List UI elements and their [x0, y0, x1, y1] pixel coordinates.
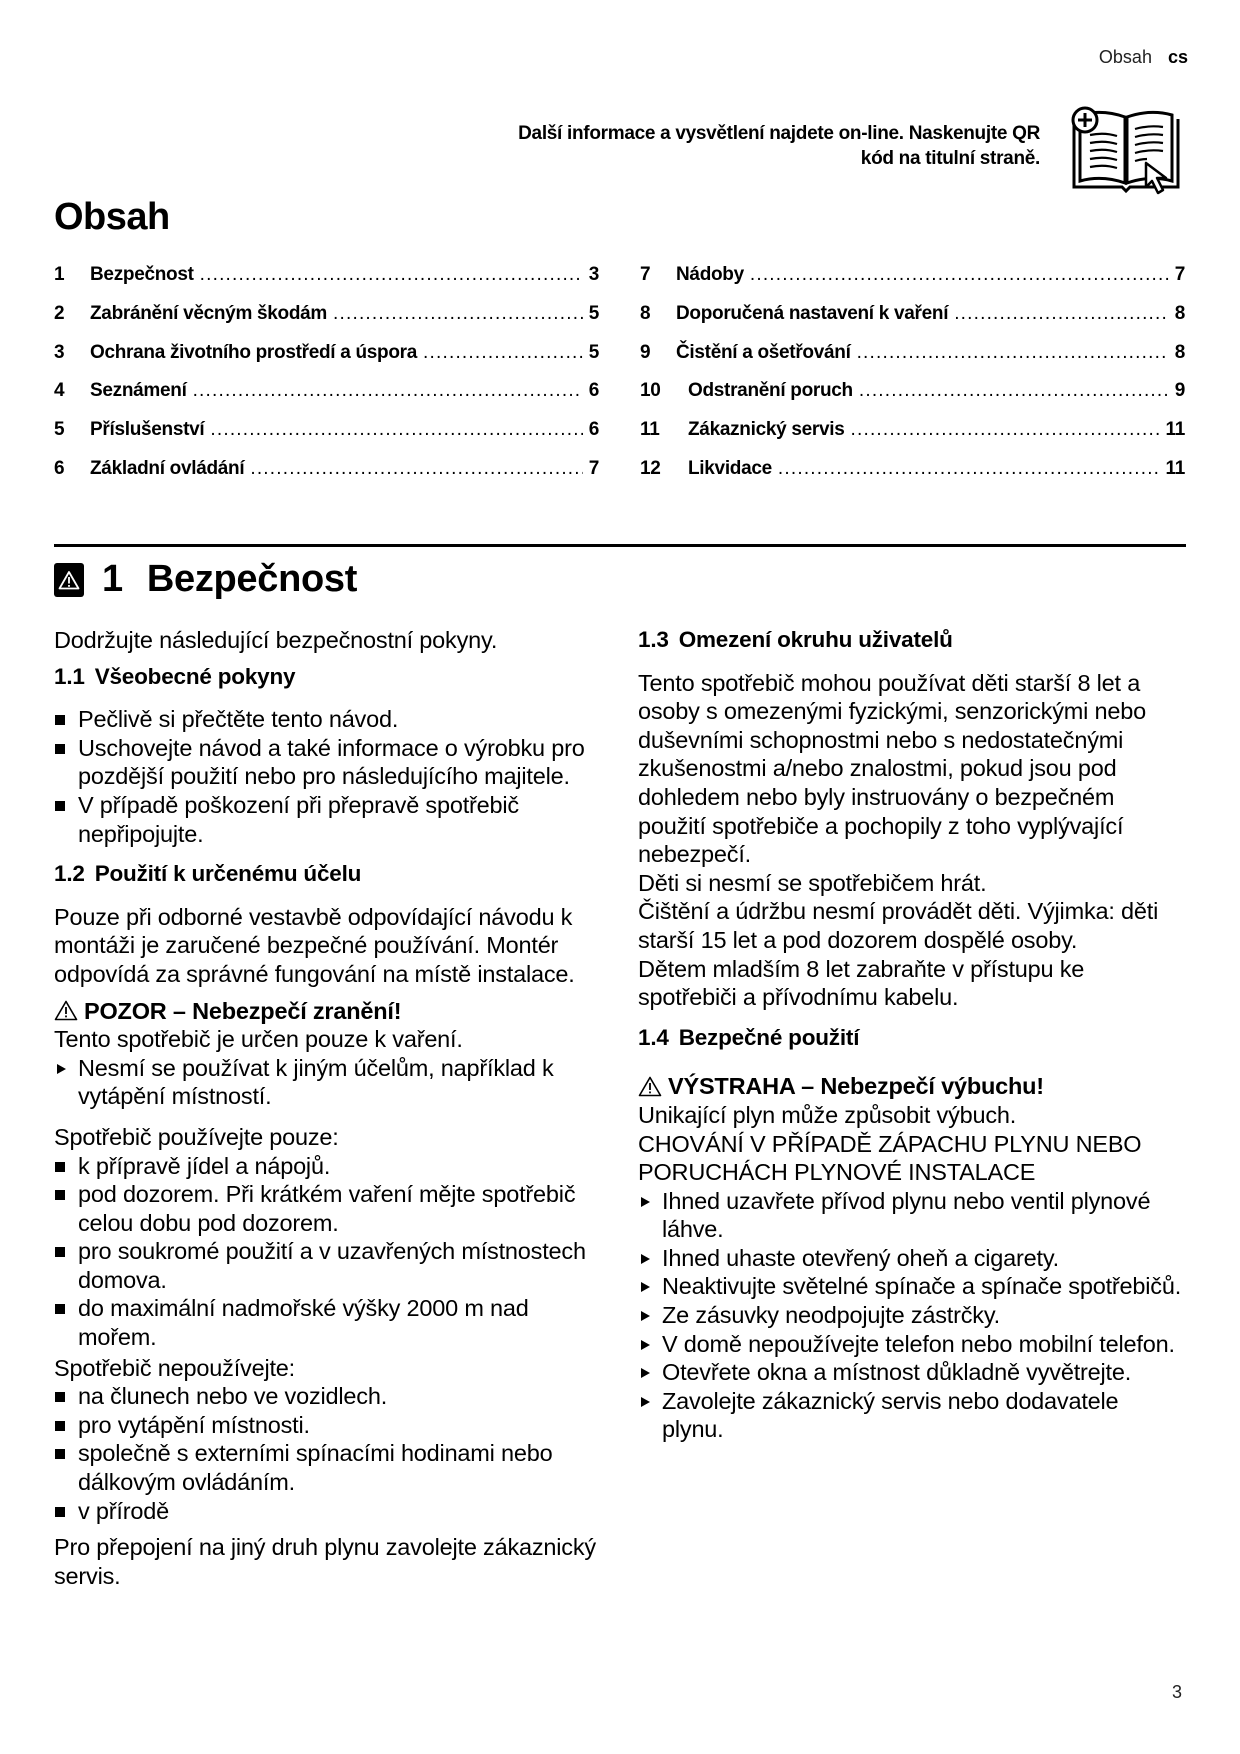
chapter-title: Bezpečnost [146, 558, 358, 600]
toc-entry-label: Nádoby [676, 264, 744, 285]
list-item: Nesmí se používat k jiným účelům, například k vytápění místností. [54, 1054, 599, 1111]
toc-entry-page: 7 [588, 457, 599, 479]
gas-smell-actions-list [638, 1187, 1183, 1444]
list-item: Ihned uhaste otevřený oheň a cigarety. [638, 1244, 1183, 1273]
list-item: k přípravě jídel a nápojů. [54, 1152, 599, 1181]
list-item: Ze zásuvky neodpojujte zástrčky. [638, 1301, 1183, 1330]
toc-title: Obsah [54, 196, 170, 238]
toc-entry-number: 10 [640, 380, 661, 402]
list-item: Ihned uzavřete přívod plynu nebo ventil plynové láhve. [638, 1187, 1183, 1244]
page-number: 3 [1171, 1682, 1182, 1702]
explosion-warning-title-text: VÝSTRAHA – Nebezpečí výbuchu! [668, 1073, 1044, 1100]
toc-entry-page: 3 [588, 264, 599, 285]
section-heading-1-3 [638, 626, 1183, 655]
toc-entry-number: 3 [54, 341, 65, 363]
toc-entry[interactable] [640, 419, 1185, 458]
section-number: 1.4 [638, 1024, 669, 1050]
gas-smell-behaviour-heading: CHOVÁNÍ V PŘÍPADĚ ZÁPACHU PLYNU NEBO PORUCHÁCH PLYNOVÉ INSTALACE [638, 1130, 1142, 1186]
toc-entry-page: 8 [1174, 341, 1185, 363]
toc-entry-number: 12 [640, 457, 661, 479]
chapter-intro: Dodržujte následující bezpečnostní pokyny. [54, 627, 498, 653]
caution-actions-list [54, 1054, 599, 1111]
list-item: na člunech nebo ve vozidlech. [54, 1382, 599, 1411]
list-item: pro soukromé použití a v uzavřených místnostech domova. [54, 1237, 599, 1294]
toc-entry-label: Odstranění poruch [688, 380, 853, 402]
chapter-heading [54, 558, 357, 601]
toc-leader-dots [859, 380, 1169, 402]
list-item: v přírodě [54, 1497, 599, 1526]
do-not-use-label: Spotřebič nepoužívejte: [54, 1354, 296, 1381]
toc-entry[interactable] [54, 380, 599, 419]
explosion-warning-text: Unikající plyn může způsobit výbuch. [638, 1101, 1017, 1128]
toc-leader-dots [857, 342, 1169, 364]
toc-entry-label: Likvidace [688, 457, 772, 479]
use-only-label: Spotřebič používejte pouze: [54, 1123, 339, 1150]
section-title: Bezpečné použití [678, 1024, 860, 1050]
toc-entry[interactable] [640, 303, 1185, 342]
book-with-plus-and-cursor-icon [1070, 105, 1182, 197]
list-item: V domě nepoužívejte telefon nebo mobilní telefon. [638, 1330, 1183, 1359]
warning-box-icon [54, 563, 84, 597]
toc-entry-page: 7 [1174, 264, 1185, 285]
list-item: Zavolejte zákaznický servis nebo dodavatele plynu. [638, 1387, 1183, 1444]
section-number: 1.1 [54, 663, 85, 689]
toc-entry-label: Základní ovládání [90, 457, 245, 479]
toc-leader-dots [750, 264, 1169, 286]
online-info-note [400, 121, 1040, 171]
gas-conversion-note: Pro přepojení na jiný druh plynu zavolejte zákaznický servis. [54, 1534, 596, 1589]
children-play-paragraph: Děti si nesmí se spotřebičem hrát. [638, 869, 987, 896]
toc-entry-page: 5 [588, 341, 599, 363]
toc-entry-label: Zákaznický servis [688, 419, 845, 441]
list-item: V případě poškození při přepravě spotřebič nepřipojujte. [54, 791, 599, 848]
chapter-number: 1 [102, 558, 123, 600]
section-number: 1.2 [54, 861, 85, 887]
intended-use-paragraph: Pouze při odborné vestavbě odpovídající návodu k montáži je zaručené bezpečné používání. Montér odpovídá za správné fungování na místě instalace. [54, 903, 575, 987]
list-item: pro vytápění místnosti. [54, 1411, 599, 1440]
toc-entry-number: 11 [640, 419, 660, 441]
toc-entry[interactable] [640, 342, 1185, 381]
toc-entry-number: 1 [54, 264, 65, 285]
caution-title-text: POZOR – Nebezpečí zranění! [84, 997, 402, 1024]
toc-entry-label: Bezpečnost [90, 264, 194, 285]
left-text-column [54, 626, 599, 1598]
section-title: Omezení okruhu uživatelů [678, 627, 953, 652]
caution-text: Tento spotřebič je určen pouze k vaření. [54, 1026, 463, 1053]
section-heading-1-1 [54, 663, 599, 692]
toc-entry-number: 7 [640, 264, 651, 285]
toc-entry[interactable] [54, 458, 599, 497]
toc-entry-label: Ochrana životního prostředí a úspora [90, 341, 418, 363]
toc-entry-number: 9 [640, 341, 651, 363]
right-text-column [638, 626, 1183, 1444]
toc-leader-dots [333, 303, 583, 325]
user-restriction-paragraph: Tento spotřebič mohou používat děti starší 8 let a osoby s omezenými fyzickými, senzorickými nebo duševními schopnostmi nebo s nedostatečnými zkušenostmi a/nebo znalostmi, pokud jsou pod dohledem nebo byly instruovány o bezpečném použití spotřebiče a pochopily z toho vyplývající nebezpečí. [638, 669, 1146, 868]
section-title: Použití k určenému účelu [94, 861, 362, 887]
toc-leader-dots [193, 380, 583, 402]
general-instructions-list [54, 705, 599, 848]
running-header [1099, 47, 1188, 68]
use-only-list [54, 1152, 599, 1352]
toc-entry-label: Čistění a ošetřování [676, 341, 851, 363]
section-heading-1-4 [638, 1024, 1183, 1053]
warning-triangle-icon [638, 1076, 662, 1097]
toc-entry[interactable] [54, 303, 599, 342]
toc-entry[interactable] [640, 458, 1185, 497]
toc-leader-dots [954, 303, 1169, 325]
toc-leader-dots [851, 419, 1160, 441]
warning-triangle-icon [54, 1000, 78, 1021]
toc-leader-dots [423, 342, 583, 364]
toc-entry[interactable] [640, 380, 1185, 419]
toc-entry-label: Příslušenství [90, 419, 205, 441]
toc-entry-page: 9 [1174, 380, 1185, 402]
toc-entry-label: Doporučená nastavení k vaření [676, 302, 949, 324]
toc-entry-page: 11 [1165, 457, 1185, 479]
list-item: Pečlivě si přečtěte tento návod. [54, 705, 599, 734]
toc-entry-label: Zabránění věcným škodám [90, 302, 328, 324]
toc-entry-label: Seznámení [90, 380, 187, 402]
list-item: pod dozorem. Při krátkém vaření mějte spotřebič celou dobu pod dozorem. [54, 1180, 599, 1237]
toc-entry-number: 5 [54, 419, 65, 441]
section-heading-1-2 [54, 860, 599, 889]
toc-entry-number: 8 [640, 302, 651, 324]
toc-entry[interactable] [54, 419, 599, 458]
running-header-section: Obsah [1098, 47, 1152, 67]
toc-entry-number: 4 [54, 380, 65, 402]
young-children-paragraph: Dětem mladším 8 let zabraňte v přístupu ke spotřebiči a přívodnímu kabelu. [638, 955, 1085, 1011]
cleaning-restriction-paragraph: Čištění a údržbu nesmí provádět děti. Výjimka: děti starší 15 let a pod dozorem dospělé osoby. [638, 898, 1159, 953]
toc-entry-page: 8 [1174, 302, 1185, 324]
toc-entry[interactable] [54, 342, 599, 381]
toc-leader-dots [250, 458, 582, 480]
caution-title [54, 997, 599, 1026]
online-info-line-1: Další informace a vysvětlení najdete on-line. Naskenujte QR [518, 123, 1040, 144]
section-number: 1.3 [638, 627, 669, 652]
list-item: Neaktivujte světelné spínače a spínače spotřebičů. [638, 1272, 1183, 1301]
toc-entry-page: 6 [588, 419, 599, 441]
online-info-line-2: kód na titulní straně. [860, 148, 1040, 169]
toc-entry-number: 6 [54, 457, 65, 479]
toc-entry-number: 2 [54, 302, 65, 324]
toc-entry[interactable] [640, 264, 1185, 303]
toc-leader-dots [778, 458, 1160, 480]
running-header-language: cs [1167, 47, 1188, 67]
chapter-divider [54, 544, 1186, 547]
toc-entry[interactable] [54, 264, 599, 303]
do-not-use-list [54, 1382, 599, 1525]
list-item: společně s externími spínacími hodinami nebo dálkovým ovládáním. [54, 1439, 599, 1496]
toc-leader-dots [200, 264, 583, 286]
list-item: Otevřete okna a místnost důkladně vyvětrejte. [638, 1358, 1183, 1387]
section-title: Všeobecné pokyny [94, 663, 296, 689]
toc-entry-page: 11 [1165, 419, 1185, 441]
explosion-warning-title [638, 1072, 1183, 1101]
toc-leader-dots [210, 419, 582, 441]
toc-right-column [640, 264, 1185, 497]
list-item: do maximální nadmořské výšky 2000 m nad mořem. [54, 1294, 599, 1351]
toc-entry-page: 6 [588, 380, 599, 402]
list-item: Uschovejte návod a také informace o výrobku pro pozdější použití nebo pro následujícího majitele. [54, 734, 599, 791]
toc-left-column [54, 264, 599, 497]
toc-entry-page: 5 [588, 302, 599, 324]
